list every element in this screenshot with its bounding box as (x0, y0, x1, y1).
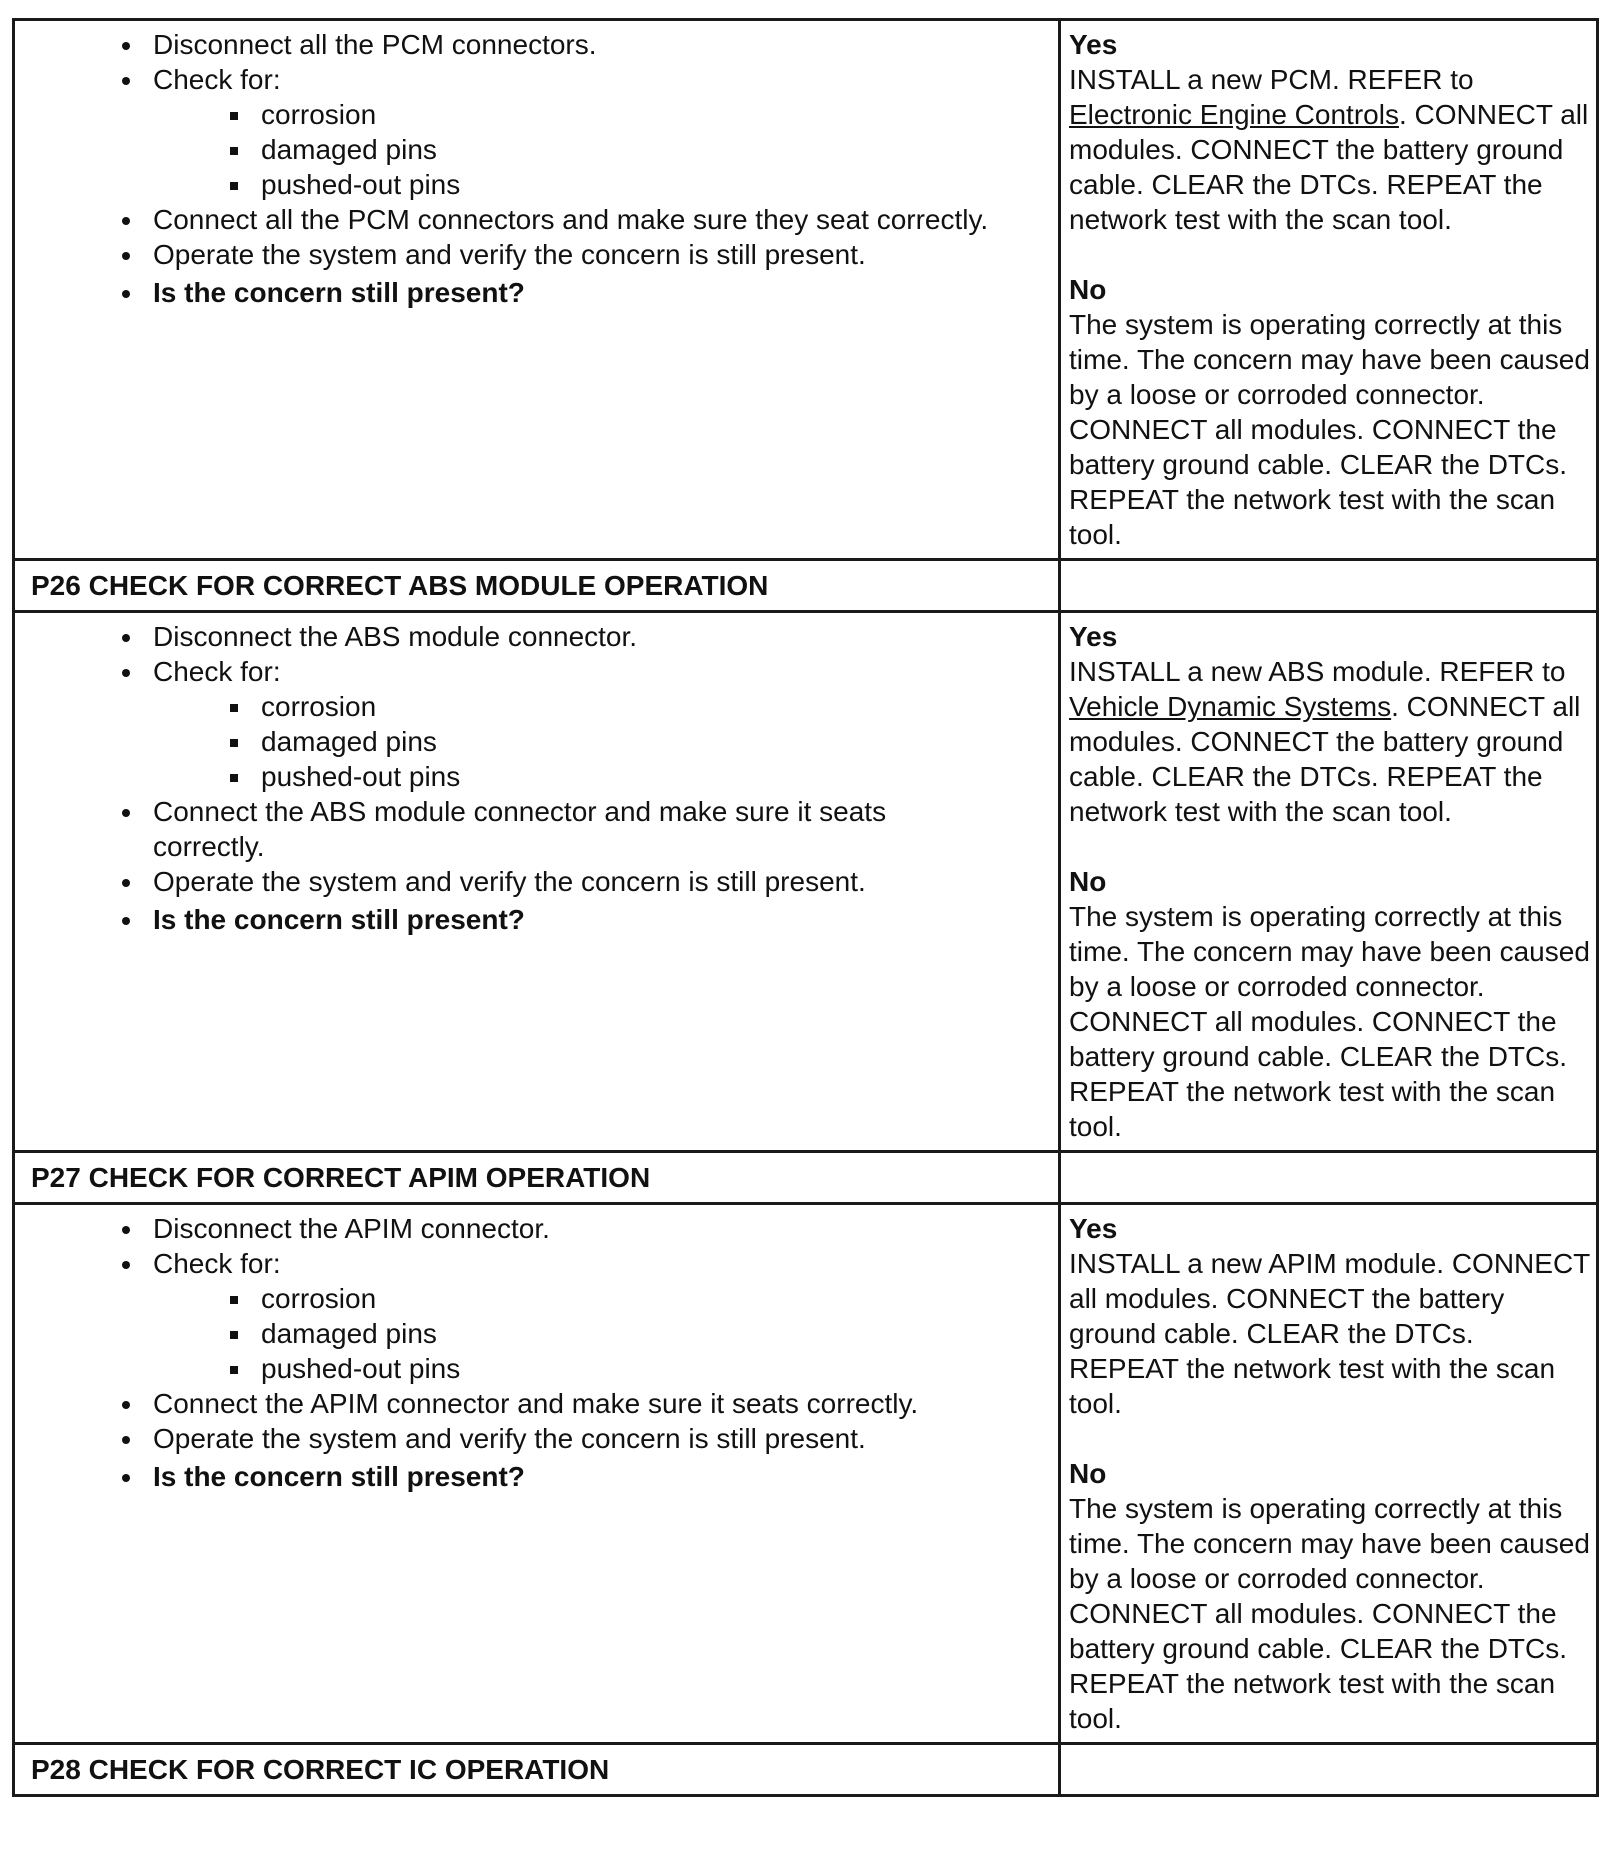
question-text: Is the concern still present? (153, 904, 525, 935)
steps-cell (14, 612, 1060, 1152)
steps-list (25, 27, 1048, 310)
check-item: ▪ damaged pins (253, 132, 1048, 167)
step-item (145, 654, 1048, 794)
step-item (145, 1246, 1048, 1386)
check-item: ▪ pushed-out pins (253, 759, 1048, 794)
step-text: Check for: (153, 1248, 281, 1279)
step-text: Connect the ABS module connector and make sure it seats correctly. (153, 796, 887, 862)
yes-text: INSTALL a new APIM module. CONNECT all modules. CONNECT the battery ground cable. CLEAR the DTCs. REPEAT the network test with the scan tool. (1069, 1248, 1590, 1419)
step-row-abs (14, 612, 1598, 1152)
section-header-p27: P27 CHECK FOR CORRECT APIM OPERATION (14, 1152, 1060, 1204)
steps-cell (14, 20, 1060, 560)
step-item (145, 27, 1048, 62)
step-item (145, 1386, 1048, 1421)
yes-label: Yes (1069, 621, 1118, 652)
no-label: No (1069, 274, 1107, 305)
step-text: Connect all the PCM connectors and make sure they seat correctly. (153, 204, 989, 235)
step-item (145, 62, 1048, 202)
step-row-pcm (14, 20, 1598, 560)
no-text: The system is operating correctly at this time. The concern may have been caused by a loose or corroded connector. CONNECT all modules. CONNECT the battery ground cable. CLEAR the DTCs. REPEAT the network test with the scan tool. (1069, 309, 1590, 550)
yes-text-pre: INSTALL a new ABS module. REFER to (1069, 656, 1566, 687)
step-item (145, 1421, 1048, 1456)
vehicle-dynamic-systems-link[interactable]: Vehicle Dynamic Systems (1069, 691, 1392, 722)
diagnostic-table (12, 18, 1599, 1797)
check-item: ▪ pushed-out pins (253, 167, 1048, 202)
header-empty-cell (1060, 1152, 1598, 1204)
no-text: The system is operating correctly at this time. The concern may have been caused by a loose or corroded connector. CONNECT all modules. CONNECT the battery ground cable. CLEAR the DTCs. REPEAT the network test with the scan tool. (1069, 1493, 1590, 1734)
question-item (145, 1459, 1048, 1494)
step-text: Check for: (153, 64, 281, 95)
step-text: Operate the system and verify the concern is still present. (153, 239, 866, 270)
step-item (145, 202, 1048, 237)
step-text: Operate the system and verify the concern is still present. (153, 1423, 866, 1454)
electronic-engine-controls-link[interactable]: Electronic Engine Controls (1069, 99, 1399, 130)
question-text: Is the concern still present? (153, 277, 525, 308)
section-header-row-p26 (14, 560, 1598, 612)
check-item: ▪ corrosion (253, 689, 1048, 724)
section-header-p28: P28 CHECK FOR CORRECT IC OPERATION (14, 1744, 1060, 1796)
question-text: Is the concern still present? (153, 1461, 525, 1492)
result-cell (1060, 612, 1598, 1152)
yes-text-pre: INSTALL a new PCM. REFER to (1069, 64, 1474, 95)
no-label: No (1069, 866, 1107, 897)
step-text: Operate the system and verify the concern is still present. (153, 866, 866, 897)
step-item (145, 237, 1048, 272)
yes-label: Yes (1069, 29, 1118, 60)
header-empty-cell (1060, 1744, 1598, 1796)
check-item: ▪ pushed-out pins (253, 1351, 1048, 1386)
yes-text-post: . CONNECT all modules. CONNECT the battery ground cable. CLEAR the DTCs. REPEAT the network test with the scan tool. (1069, 99, 1589, 235)
header-empty-cell (1060, 560, 1598, 612)
result-cell (1060, 20, 1598, 560)
yes-label: Yes (1069, 1213, 1118, 1244)
step-text: Connect the APIM connector and make sure it seats correctly. (153, 1388, 919, 1419)
result-cell (1060, 1204, 1598, 1744)
steps-list (25, 619, 1048, 937)
step-row-apim (14, 1204, 1598, 1744)
check-item: ▪ damaged pins (253, 724, 1048, 759)
no-label: No (1069, 1458, 1107, 1489)
step-item (145, 794, 1048, 864)
section-header-p26: P26 CHECK FOR CORRECT ABS MODULE OPERATION (14, 560, 1060, 612)
yes-text (1069, 62, 1590, 237)
step-item (145, 1211, 1048, 1246)
steps-cell (14, 1204, 1060, 1744)
step-text: Disconnect all the PCM connectors. (153, 29, 597, 60)
step-text: Check for: (153, 656, 281, 687)
check-item: ▪ corrosion (253, 97, 1048, 132)
check-sublist (153, 689, 1048, 794)
step-item (145, 864, 1048, 899)
check-sublist (153, 1281, 1048, 1386)
check-item: ▪ damaged pins (253, 1316, 1048, 1351)
check-sublist (153, 97, 1048, 202)
section-header-row-p27 (14, 1152, 1598, 1204)
step-text: Disconnect the APIM connector. (153, 1213, 550, 1244)
no-text: The system is operating correctly at this time. The concern may have been caused by a loose or corroded connector. CONNECT all modules. CONNECT the battery ground cable. CLEAR the DTCs. REPEAT the network test with the scan tool. (1069, 901, 1590, 1142)
question-item (145, 275, 1048, 310)
yes-text-post: . CONNECT all modules. CONNECT the battery ground cable. CLEAR the DTCs. REPEAT the network test with the scan tool. (1069, 691, 1581, 827)
check-item: ▪ corrosion (253, 1281, 1048, 1316)
section-header-row-p28 (14, 1744, 1598, 1796)
question-item (145, 902, 1048, 937)
yes-text (1069, 654, 1590, 829)
step-text: Disconnect the ABS module connector. (153, 621, 638, 652)
steps-list (25, 1211, 1048, 1494)
step-item (145, 619, 1048, 654)
